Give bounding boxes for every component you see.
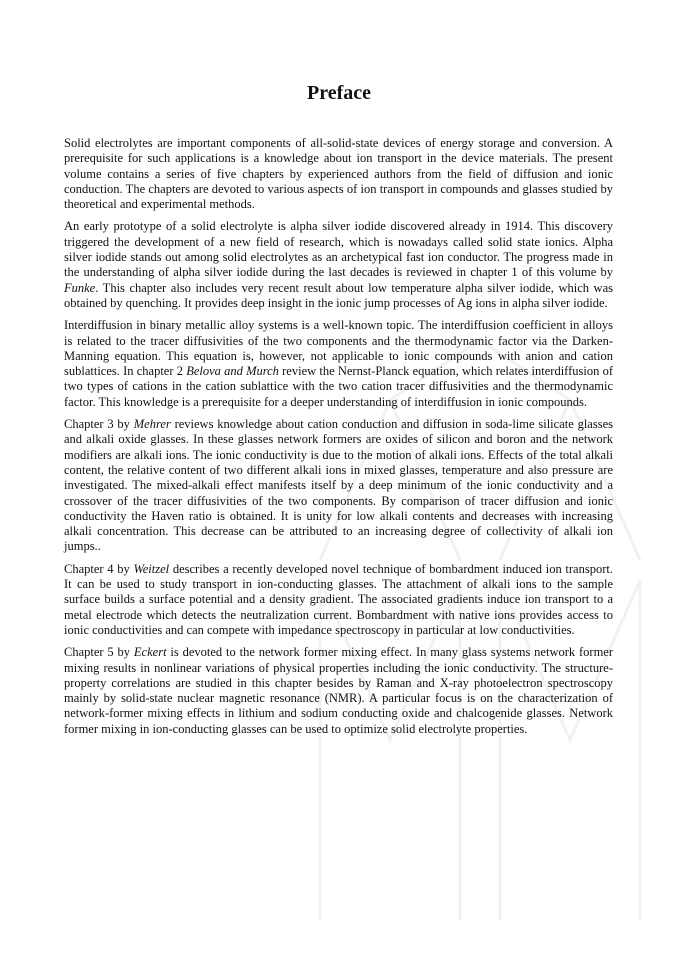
paragraph-text: describes a recently developed novel technique of bombardment induced ion transport. It can be used to study transport in ion-conducting glasses. The attachment of alkali ions to the sample surface builds a surface potential and a density gradient. The associated gradients induce ion transport to a metal electrode which detects the neutralization current. Bombardment with native ions provides access to ionic conductivities and can compete with impedance spectroscopy in particular at low conductivities.	[64, 561, 613, 637]
author-name: Mehrer	[133, 417, 171, 432]
author-name: Weitzel	[133, 561, 170, 576]
paragraph	[64, 219, 613, 311]
author-name: Eckert	[133, 645, 167, 660]
paragraph	[64, 318, 613, 410]
paragraph-text: Chapter 5 by	[64, 645, 134, 660]
paragraph-text: An early prototype of a solid electrolyte is alpha silver iodide discovered already in 1914. This discovery triggered the development of a new field of research, which is nowadays called solid state ionics. Alpha silver iodide stands out among solid electrolytes as an archetypical fast ion conductor. The progress made in the understanding of alpha silver iodide during the last decades is reviewed in chapter 1 of this volume by	[64, 219, 613, 280]
paragraph-text: review the Nernst-Planck equation, which relates interdiffusion of two types of cations in the cation sublattice with the two cation tracer diffusivities and the thermodynamic factor. This knowledge is a prerequisite for a deeper understanding of interdiffusion in ionic compounds.	[64, 364, 613, 409]
paragraph-text: . This chapter also includes very recent result about low temperature alpha silver iodide, which was obtained by quenching. It provides deep insight in the ionic jump processes of Ag ions in alpha silver iodide.	[64, 280, 613, 310]
paragraph-text: Chapter 4 by	[64, 561, 134, 576]
author-name: Belova and Murch	[186, 364, 279, 379]
page-title: Preface	[306, 82, 372, 104]
paragraph-text: Solid electrolytes are important components of all-solid-state devices of energy storage and conversion. A prerequisite for such applications is a knowledge about ion transport in the device materials. The present volume contains a series of five chapters by experienced authors from the field of diffusion and ionic conduction. The chapters are devoted to various aspects of ion transport in compounds and glasses studied by theoretical and experimental methods.	[64, 136, 613, 212]
paragraph-text: Chapter 3 by	[64, 417, 134, 432]
author-name: Funke	[64, 280, 96, 295]
paragraph-text: reviews knowledge about cation conduction and diffusion in soda-lime silicate glasses and alkali oxide glasses. In these glasses network formers are oxides of silicon and boron and the network modifiers are alkali ions. The ionic conductivity is due to the motion of alkali ions. Effects of the total alkali content, the relative content of two different alkali ions in mixed glasses, temperature and also pressure are investigated. The mixed-alkali effect manifests itself by a deep minimum of the ionic conductivity and a crossover of the tracer diffusivities of the two components. By comparison of tracer diffusion and ionic conductivity the Haven ratio is obtained. It is unity for low alkali contents and decreases with increasing alkali concentration. This decrease can be attributed to an increasing degree of collectivity of alkali ion jumps..	[64, 417, 613, 554]
paragraph	[64, 645, 613, 737]
paragraph	[64, 417, 613, 555]
paragraph	[64, 136, 613, 212]
paragraph-text: Interdiffusion in binary metallic alloy systems is a well-known topic. The interdiffusion coefficient in alloys is related to the tracer diffusivities of the two components and the thermodynamic factor via the Darken-Manning equation. This equation is, however, not applicable to ionic compounds with anion and cation sublattices. In chapter 2	[64, 318, 613, 379]
preface-body	[64, 136, 613, 744]
paragraph-text: is devoted to the network former mixing effect. In many glass systems network former mixing results in nonlinear variations of physical properties including the ionic conductivity. The structure-property correlations are studied in this chapter besides by Raman and X-ray photoelectron spectroscopy mainly by solid-state nuclear magnetic resonance (NMR). A particular focus is on the characterization of network-former mixing effects in lithium and sodium conducting oxide and chalcogenide glasses. Network former mixing in ion-conducting glasses can be used to optimize solid electrolyte properties.	[64, 645, 614, 736]
paragraph	[64, 562, 613, 638]
